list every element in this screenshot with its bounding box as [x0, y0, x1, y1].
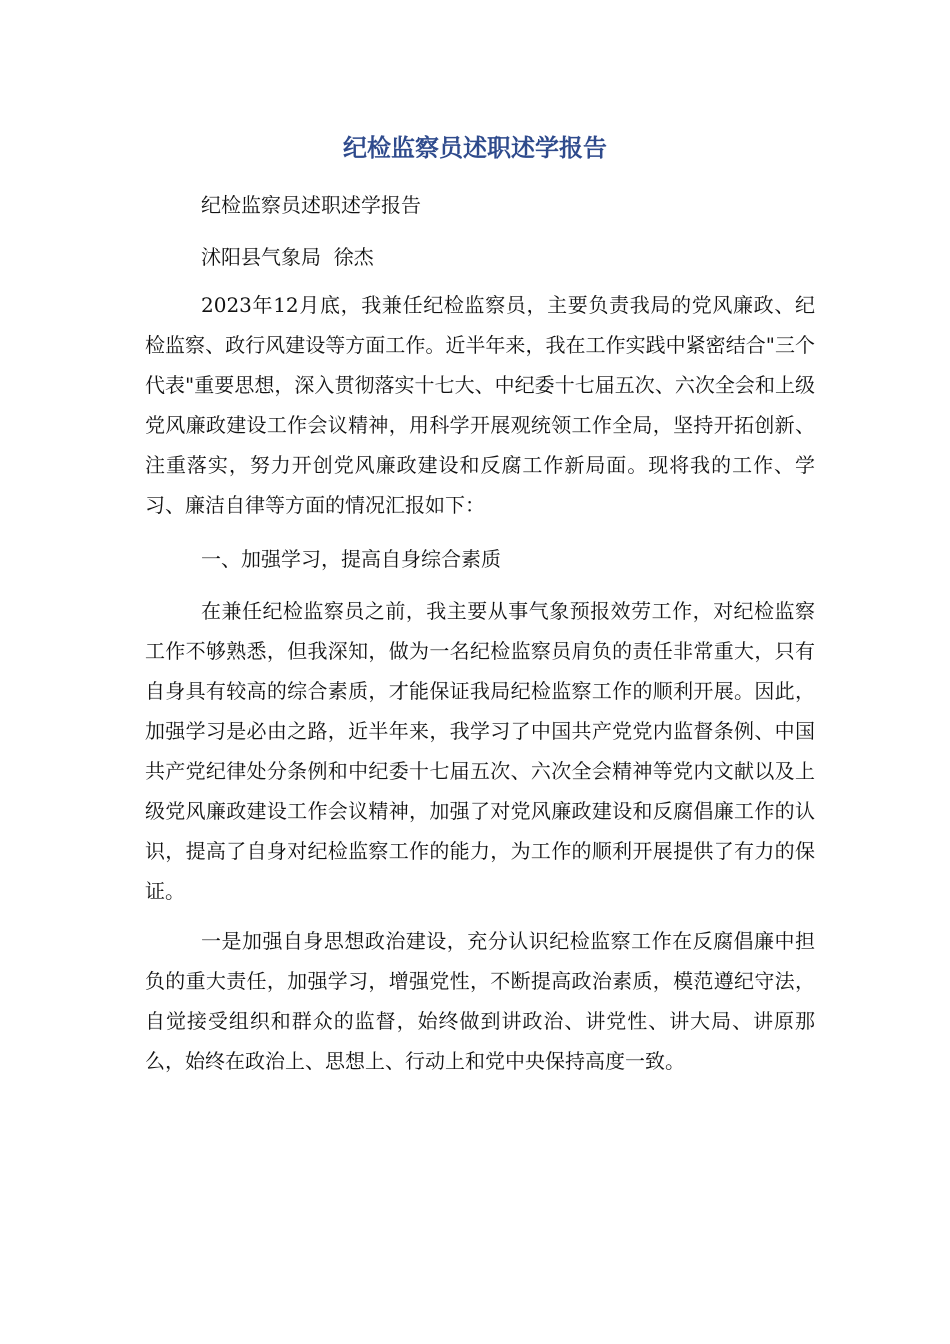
section-heading-1: 一、加强学习，提高自身综合素质	[201, 547, 501, 571]
paragraph-intro: 2023年12月底，我兼任纪检监察员，主要负责我局的党风廉政、纪检监察、政行风建设等方面工作。近半年来，我在工作实践中紧密结合"三个代表"重要思想，深入贯彻落实十七大、中纪委十七届五次、六次全会和上级党风廉政建设工作会议精神，用科学开展观统领工作全局，坚持开拓创新、注重落实，努力开创党风廉政建设和反腐工作新局面。现将我的工作、学习、廉洁自律等方面的情况汇报如下：	[145, 293, 815, 517]
document-subtitle: 纪检监察员述职述学报告	[201, 193, 421, 217]
paragraph-point-1: 一是加强自身思想政治建设，充分认识纪检监察工作在反腐倡廉中担负的重大责任，加强学习，增强党性，不断提高政治素质，模范遵纪守法，自觉接受组织和群众的监督，始终做到讲政治、讲党性、讲大局、讲原那么，始终在政治上、思想上、行动上和党中央保持高度一致。	[145, 929, 815, 1073]
paragraph-study: 在兼任纪检监察员之前，我主要从事气象预报效劳工作，对纪检监察工作不够熟悉，但我深知，做为一名纪检监察员肩负的责任非常重大，只有自身具有较高的综合素质，才能保证我局纪检监察工作的顺利开展。因此，加强学习是必由之路，近半年来，我学习了中国共产党党内监督条例、中国共产党纪律处分条例和中纪委十七届五次、六次全会精神等党内文献以及上级党风廉政建设工作会议精神，加强了对党风廉政建设和反腐倡廉工作的认识，提高了自身对纪检监察工作的能力，为工作的顺利开展提供了有力的保证。	[145, 599, 815, 903]
document-title: 纪检监察员述职述学报告	[343, 134, 607, 162]
author-line: 沭阳县气象局 徐杰	[201, 245, 374, 269]
